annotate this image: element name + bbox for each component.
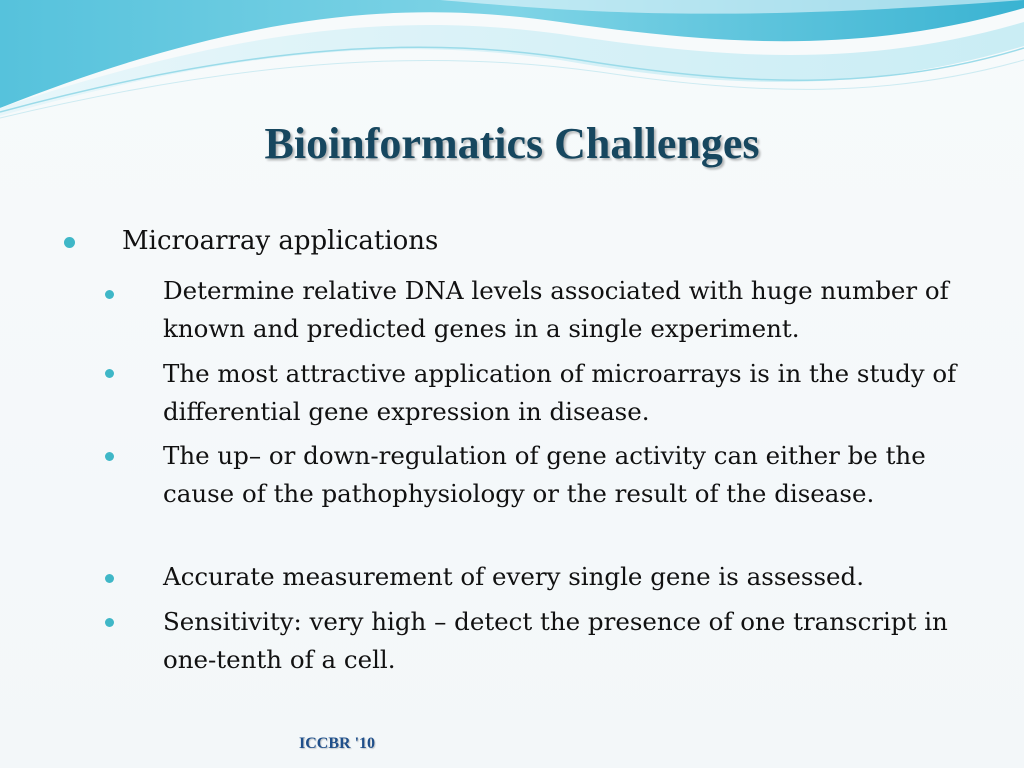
- bullet-level2: The most attractive application of microarrays is in the study of differential gene expression in disease.: [163, 359, 957, 426]
- bullet-dot: [105, 290, 114, 299]
- slide-footer: ICCBR '10: [299, 735, 376, 752]
- bullet-level1: Microarray applications: [122, 226, 439, 256]
- bullet-dot: [105, 574, 114, 583]
- slide-title: Bioinformatics Challenges: [264, 119, 760, 168]
- bullet-dot: [64, 237, 75, 248]
- bullet-level2: Determine relative DNA levels associated with huge number of known and predicted genes in a single experiment.: [163, 276, 949, 343]
- bullet-level2: The up– or down-regulation of gene activity can either be the cause of the pathophysiology or the result of the disease.: [163, 441, 926, 508]
- bullet-dot: [105, 618, 114, 627]
- bullet-dot: [105, 369, 114, 378]
- bullet-dot: [105, 452, 114, 461]
- bullet-level2: Accurate measurement of every single gene is assessed.: [163, 562, 865, 591]
- bullet-level2: Sensitivity: very high – detect the presence of one transcript in one-tenth of a cell.: [163, 607, 948, 674]
